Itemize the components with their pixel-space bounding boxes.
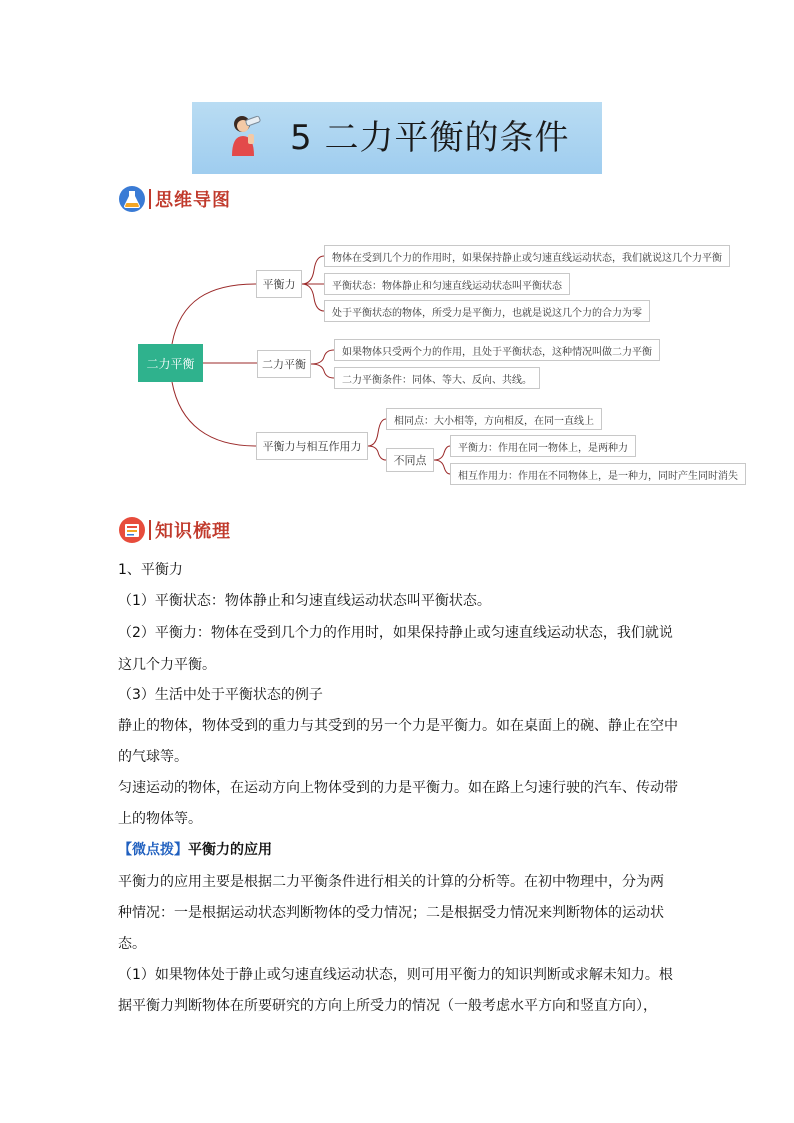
section-divider	[149, 520, 151, 540]
knowledge-section-header	[118, 516, 231, 544]
body-line: （1）如果物体处于静止或匀速直线运动状态，则可用平衡力的知识判断或求解未知力。根	[118, 967, 673, 983]
body-line: 据平衡力判断物体在所要研究的方向上所受力的情况（一般考虑水平方向和竖直方向），	[118, 998, 657, 1014]
page-title: 5 二力平衡的条件	[290, 118, 570, 158]
body-line: 种情况：一是根据运动状态判断物体的受力情况；二是根据受力情况来判断物体的运动状	[118, 905, 664, 921]
mindmap-leaf-definition: 物体在受到几个力的作用时，如果保持静止或匀速直线运动状态，我们就说这几个力平衡	[324, 245, 730, 267]
mindmap-leaf-diff-interaction: 相互作用力：作用在不同物体上，是一种力，同时产生同时消失	[450, 463, 746, 485]
tip-label: 【微点拨】	[118, 842, 188, 858]
body-line: 匀速运动的物体，在运动方向上物体受到的力是平衡力。如在路上匀速行驶的汽车、传动带	[118, 780, 678, 796]
body-line: （1）平衡状态：物体静止和匀速直线运动状态叫平衡状态。	[118, 593, 491, 609]
tip-heading	[118, 840, 272, 860]
mindmap-root-node: 二力平衡	[138, 344, 203, 382]
body-line: 静止的物体，物体受到的重力与其受到的另一个力是平衡力。如在桌面上的碗、静止在空中	[118, 718, 678, 734]
mindmap-leaf-balance-state: 平衡状态：物体静止和匀速直线运动状态叫平衡状态	[324, 273, 570, 295]
body-line: 上的物体等。	[118, 811, 202, 827]
mindmap-leaf-two-force-condition: 二力平衡条件：同体、等大、反向、共线。	[334, 367, 540, 389]
mindmap-leaf-similarity: 相同点：大小相等，方向相反，在同一直线上	[386, 408, 602, 430]
mindmap-branch-comparison: 平衡力与相互作用力	[256, 432, 368, 460]
body-line: （2）平衡力：物体在受到几个力的作用时，如果保持静止或匀速直线运动状态，我们就说	[118, 625, 673, 641]
body-line: 这几个力平衡。	[118, 657, 216, 673]
mindmap-leaf-diff-balanced: 平衡力：作用在同一物体上，是两种力	[450, 435, 636, 457]
body-line: 平衡力的应用主要是根据二力平衡条件进行相关的计算的分析等。在初中物理中，分为两	[118, 874, 664, 890]
mindmap-node-differences: 不同点	[386, 448, 434, 472]
body-line: 的气球等。	[118, 749, 188, 765]
book-icon	[118, 516, 146, 544]
mindmap-branch-two-force-balance: 二力平衡	[257, 350, 311, 378]
mindmap-section-title: 思维导图	[155, 190, 231, 211]
body-line: 态。	[118, 936, 146, 952]
mindmap-leaf-two-force-definition: 如果物体只受两个力的作用，且处于平衡状态，这种情况叫做二力平衡	[334, 339, 660, 361]
body-line: 1、平衡力	[118, 562, 183, 578]
body-line: （3）生活中处于平衡状态的例子	[118, 687, 323, 703]
tip-title: 平衡力的应用	[188, 842, 272, 858]
knowledge-section-title: 知识梳理	[155, 521, 231, 542]
mindmap-leaf-net-force-zero: 处于平衡状态的物体，所受力是平衡力，也就是说这几个力的合力为零	[324, 300, 650, 322]
mindmap-branch-balanced-force: 平衡力	[256, 270, 302, 298]
